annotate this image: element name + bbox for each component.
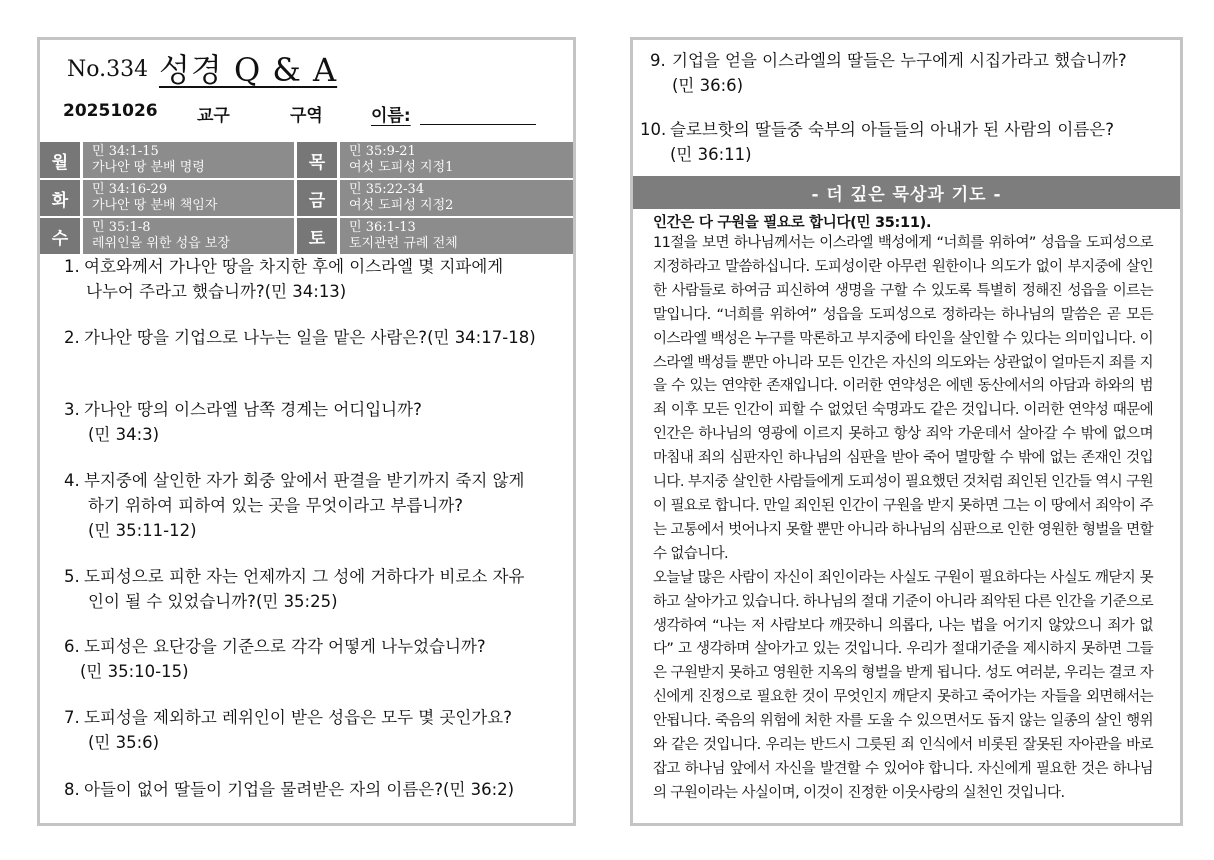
district-label: 구역 (290, 106, 323, 126)
question-line: (민 36:11) (670, 145, 752, 164)
day-label: 화 (40, 180, 80, 216)
question-6 (64, 634, 569, 684)
question-line: 인이 될 수 있었습니까?(민 35:25) (88, 592, 338, 611)
day-label: 토 (297, 218, 337, 254)
reading-topic: 토지관련 규례 전체 (349, 236, 458, 251)
name-label: 이름: (371, 106, 411, 126)
day-label: 월 (40, 142, 80, 178)
date: 20251026 (63, 101, 158, 121)
name-blank-line (420, 124, 536, 125)
question-line: 여호와께서 가나안 땅을 차지한 후에 이스라엘 몇 지파에게 (84, 257, 504, 276)
question-number: 9. (650, 51, 666, 70)
question-number: 3. (64, 400, 80, 419)
question-4 (64, 468, 569, 543)
reading-ref: 민 34:16-29 (92, 182, 168, 197)
reading-topic: 가나안 땅 분배 책임자 (92, 198, 218, 213)
question-number: 2. (64, 328, 80, 347)
schedule-row (40, 142, 573, 178)
question-line: (민 36:6) (672, 76, 744, 95)
reading-schedule (40, 142, 573, 256)
reading-cell (340, 142, 573, 178)
meditation-body (653, 232, 1153, 806)
question-line: 가나안 땅을 기업으로 나누는 일을 맡은 사람은?(민 34:17-18) (84, 328, 536, 347)
page-title: 성경 Q & A (159, 51, 338, 89)
reading-ref: 민 36:1-13 (349, 220, 416, 235)
right-page (630, 37, 1183, 826)
question-line: 도피성을 제외하고 레위인이 받은 성읍은 모두 몇 곳인가요? (84, 708, 513, 727)
question-line: 하기 위하여 피하여 있는 곳을 무엇이라고 부릅니까? (88, 496, 463, 515)
day-label: 목 (297, 142, 337, 178)
question-2 (64, 325, 569, 350)
left-page (37, 37, 576, 826)
question-number: 8. (64, 780, 80, 799)
church-label: 교구 (197, 106, 230, 126)
reading-ref: 민 34:1-15 (92, 144, 159, 159)
meditation-paragraph: 11절을 보면 하나님께서는 이스라엘 백성에게 “너희를 위하여” 성읍을 도피성으로 지정하라고 말씀하십니다. 도피성이란 아무런 원한이나 의도가 없이 부지중에 살인한 사람들로 하여금 피신하여 생명을 구할 수 있도록 특별히 정해진 성읍을 이르는 말입니다. “너희를 위하여” 성읍을 도피성으로 정하라는 하나님의 말씀은 곧 모든 이스라엘 백성은 누구를 막론하고 부지중에 타인을 살인할 수 있다는 의미입니다. 이스라엘 백성들 뿐만 아니라 모든 인간은 자신의 의도와는 상관없이 얼마든지 죄를 지을 수 있는 연약한 존재입니다. 이러한 연약성은 에덴 동산에서의 아담과 하와의 범죄 이후 모든 인간이 피할 수 없었던 숙명과도 같은 것입니다. 이러한 연약성 때문에 인간은 하나님의 영광에 이르지 못하고 항상 죄악 가운데서 살아갈 수 밖에 없으며 마침내 죄의 심판자인 하나님의 심판을 받아 죽어 멸망할 수 밖에 없는 존재인 것입니다. 부지중 살인한 사람들에게 도피성이 필요했던 것처럼 죄인된 인간들 역시 구원이 필요로 합니다. 만일 죄인된 인간이 구원을 받지 못하면 그는 이 땅에서 죄악이 주는 고통에서 벗어나지 못할 뿐만 아니라 하나님의 심판으로 인한 영원한 형벌을 면할 수 없습니다. (653, 235, 1153, 562)
question-3 (64, 397, 569, 447)
reading-cell (83, 142, 294, 178)
meditation-section-bar: - 더 깊은 묵상과 기도 - (633, 176, 1180, 209)
question-line: 가나안 땅의 이스라엘 남쪽 경계는 어디입니까? (84, 400, 422, 419)
issue-number: No.334 (67, 57, 149, 82)
question-number: 4. (64, 471, 80, 490)
reading-cell (340, 180, 573, 216)
question-10 (640, 117, 1180, 167)
question-9 (650, 48, 1180, 98)
question-number: 6. (64, 637, 80, 656)
reading-topic: 레위인을 위한 성읍 보장 (92, 236, 230, 251)
question-8 (64, 777, 569, 802)
question-number: 1. (64, 257, 80, 276)
question-line: (민 34:3) (88, 425, 160, 444)
question-number: 5. (64, 567, 80, 586)
question-7 (64, 705, 569, 755)
reading-cell (340, 218, 573, 254)
reading-ref: 민 35:22-34 (349, 182, 425, 197)
question-line: 나누어 주라고 했습니까?(민 34:13) (86, 282, 347, 301)
meditation-paragraph: 오늘날 많은 사람이 자신이 죄인이라는 사실도 구원이 필요하다는 사실도 깨닫지 못하고 살아가고 있습니다. 하나님의 절대 기준이 아니라 죄악된 다른 인간을 기준으로 생각하여 “나는 저 사람보다 깨끗하니 의롭다, 나는 법을 어기지 않았으니 죄가 없다” 고 생각하며 살아가고 있는 것입니다. 우리가 절대기준을 제시하지 못하면 그들은 구원받지 못하고 영원한 지옥의 형벌을 받게 됩니다. 성도 여러분, 우리는 결코 자신에게 진정으로 필요한 것이 무엇인지 깨닫지 못하고 죽어가는 자들을 외면해서는 안됩니다. 죽음의 위험에 처한 자를 도울 수 있으면서도 돕지 않는 일종의 살인 행위와 같은 것입니다. 우리는 반드시 그릇된 죄 인식에서 비롯된 잘못된 자아관을 바로잡고 하나님 앞에서 자신을 발견할 수 있어야 합니다. 자신에게 필요한 것은 하나님의 구원이라는 사실이며, 이것이 진정한 이웃사랑의 실천인 것입니다. (653, 569, 1153, 801)
question-line: (민 35:10-15) (80, 662, 189, 681)
question-line: (민 35:11-12) (88, 521, 197, 540)
day-label: 금 (297, 180, 337, 216)
schedule-row (40, 180, 573, 216)
question-line: (민 35:6) (88, 733, 160, 752)
question-line: 부지중에 살인한 자가 회중 앞에서 판결을 받기까지 죽지 않게 (84, 471, 525, 490)
meditation-heading: 인간은 다 구원을 필요로 합니다(민 35:11). (653, 215, 932, 231)
question-line: 기업을 얻을 이스라엘의 딸들은 누구에게 시집가라고 했습니까? (672, 51, 1127, 70)
reading-ref: 민 35:1-8 (92, 220, 151, 235)
question-1 (64, 254, 569, 304)
question-number: 7. (64, 708, 80, 727)
question-line: 슬로브핫의 딸들중 숙부의 아들들의 아내가 된 사람의 이름은? (670, 120, 1114, 139)
question-number: 10. (640, 120, 667, 139)
reading-cell (83, 180, 294, 216)
day-label: 수 (40, 218, 80, 254)
reading-cell (83, 218, 294, 254)
reading-topic: 가나안 땅 분배 명령 (92, 160, 205, 175)
question-line: 도피성은 요단강을 기준으로 각각 어떻게 나누었습니까? (84, 637, 486, 656)
question-line: 도피성으로 피한 자는 언제까지 그 성에 거하다가 비로소 자유 (84, 567, 525, 586)
reading-topic: 여섯 도피성 지정2 (349, 198, 454, 213)
schedule-row (40, 218, 573, 254)
reading-topic: 여섯 도피성 지정1 (349, 160, 454, 175)
question-5 (64, 564, 569, 614)
question-line: 아들이 없어 딸들이 기업을 물려받은 자의 이름은?(민 36:2) (84, 780, 515, 799)
reading-ref: 민 35:9-21 (349, 144, 416, 159)
